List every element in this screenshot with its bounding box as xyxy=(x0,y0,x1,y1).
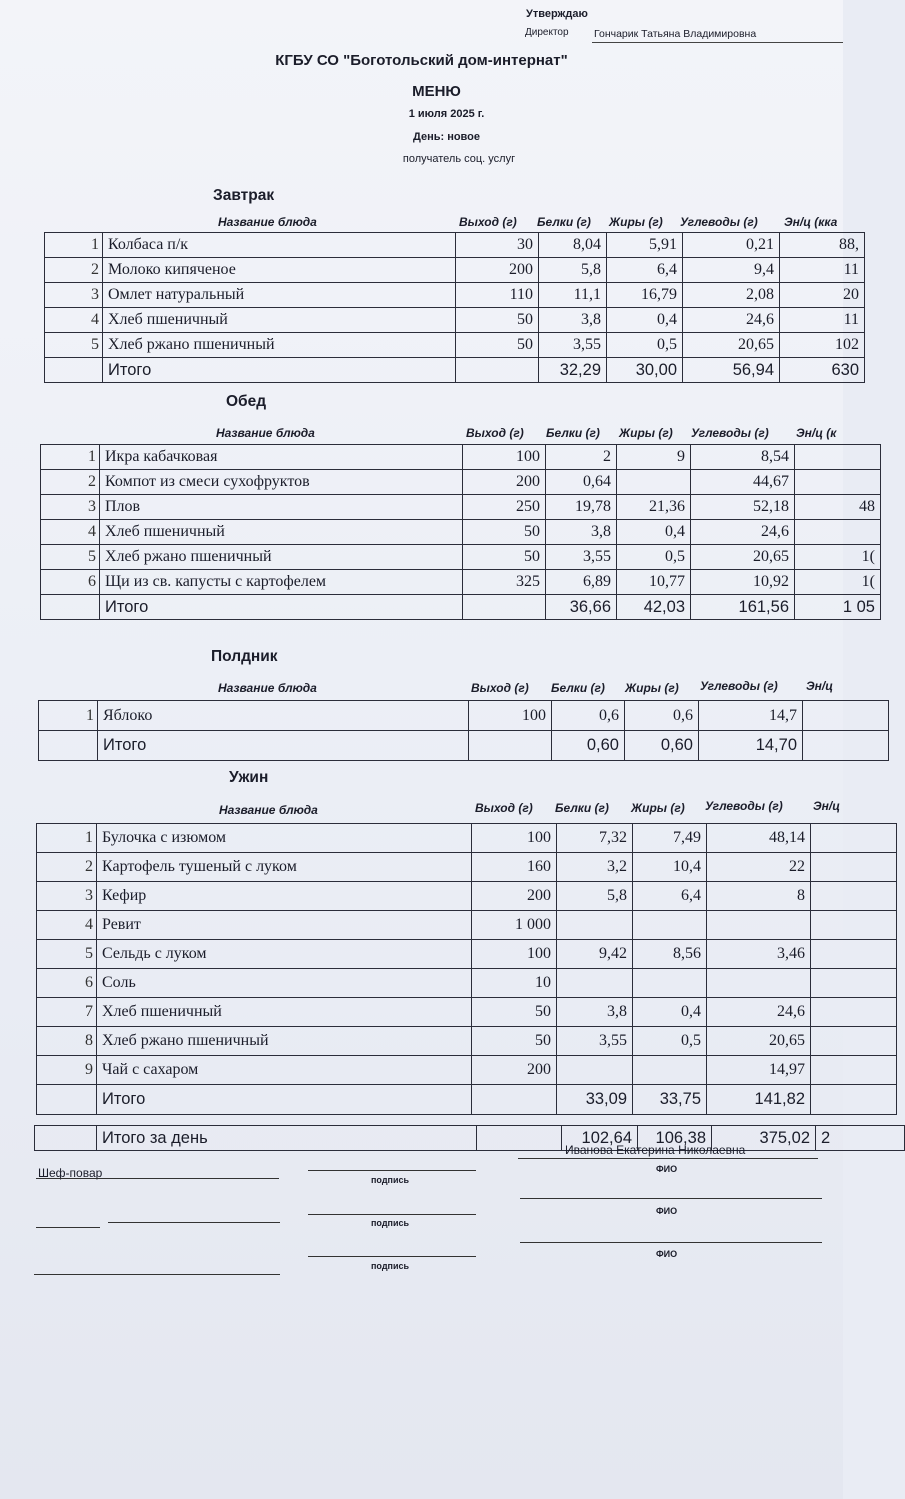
table-cell: 200 xyxy=(472,882,557,911)
table-cell: 1 xyxy=(45,233,103,258)
table-cell: Хлеб пшеничный xyxy=(97,998,472,1027)
table-cell xyxy=(557,1056,633,1085)
table-cell: 2 xyxy=(546,445,617,470)
table-cell: 33,75 xyxy=(633,1085,707,1115)
table-cell: 8,04 xyxy=(539,233,607,258)
table-cell: 2 xyxy=(41,470,100,495)
signature-label: подпись xyxy=(371,1261,410,1271)
table-cell: 3,55 xyxy=(539,333,607,358)
col-yield-header: Выход (г) xyxy=(471,681,529,695)
table-cell: 24,6 xyxy=(691,520,795,545)
page-title: МЕНЮ xyxy=(412,83,461,100)
col-energy-header: Эн/ц (кка xyxy=(784,215,838,229)
day-total-row xyxy=(35,1126,905,1151)
table-row xyxy=(41,570,881,595)
fio-label: ФИО xyxy=(656,1249,678,1259)
table-cell: 4 xyxy=(37,911,97,940)
table-cell: 1 xyxy=(39,701,98,731)
table-cell: 6,4 xyxy=(607,258,683,283)
table-cell xyxy=(795,520,881,545)
table-cell: 4 xyxy=(41,520,100,545)
table-cell xyxy=(811,1085,897,1115)
table-cell: 3,8 xyxy=(546,520,617,545)
table-cell: 102 xyxy=(780,333,865,358)
table-cell: 30 xyxy=(456,233,539,258)
table-cell: 5 xyxy=(45,333,103,358)
table-cell xyxy=(463,595,546,620)
table-cell: 0,4 xyxy=(617,520,691,545)
table-cell: Хлеб пшеничный xyxy=(100,520,463,545)
table-cell xyxy=(35,1126,97,1151)
table-cell: Итого xyxy=(100,595,463,620)
table-cell: 0,64 xyxy=(546,470,617,495)
table-cell: 48,14 xyxy=(707,824,811,853)
table-cell: 8 xyxy=(37,1027,97,1056)
table-cell: 0,5 xyxy=(617,545,691,570)
table-cell: 50 xyxy=(463,520,546,545)
col-carbs-header: Углеводы (г) xyxy=(700,679,778,693)
table-cell: Соль xyxy=(97,969,472,998)
fio-line xyxy=(520,1242,822,1243)
table-cell: 0,5 xyxy=(607,333,683,358)
col-name-header: Название блюда xyxy=(218,681,317,695)
table-cell: 88, xyxy=(780,233,865,258)
table-cell xyxy=(811,824,897,853)
table-cell: 3,2 xyxy=(557,853,633,882)
table-cell: 16,79 xyxy=(607,283,683,308)
col-fat-header: Жиры (г) xyxy=(619,426,673,440)
table-cell: Итого xyxy=(97,1085,472,1115)
table-cell xyxy=(811,882,897,911)
table-cell: 100 xyxy=(472,940,557,969)
snack-table xyxy=(38,700,889,761)
table-cell: 3,55 xyxy=(557,1027,633,1056)
table-cell: 6 xyxy=(37,969,97,998)
chef-name: Иванова Екатерина Николаевна xyxy=(565,1143,746,1157)
table-cell: 8,54 xyxy=(691,445,795,470)
table-cell: 24,6 xyxy=(683,308,780,333)
table-cell: 4 xyxy=(45,308,103,333)
table-cell: 5,8 xyxy=(557,882,633,911)
table-cell: 0,6 xyxy=(625,701,699,731)
total-row xyxy=(39,731,889,761)
table-cell xyxy=(617,470,691,495)
director-name: Гончарик Татьяна Владимировна xyxy=(594,28,757,40)
table-cell: 2 xyxy=(37,853,97,882)
table-cell: 2,08 xyxy=(683,283,780,308)
table-cell: Икра кабачковая xyxy=(100,445,463,470)
table-cell: Ревит xyxy=(97,911,472,940)
total-row xyxy=(45,358,865,383)
signature-line xyxy=(308,1214,476,1215)
table-cell: Хлеб пшеничный xyxy=(103,308,456,333)
table-cell xyxy=(41,595,100,620)
table-cell: 5,91 xyxy=(607,233,683,258)
col-fat-header: Жиры (г) xyxy=(609,215,663,229)
table-cell: 24,6 xyxy=(707,998,811,1027)
col-fat-header: Жиры (г) xyxy=(631,801,685,815)
table-cell: Хлеб ржано пшеничный xyxy=(97,1027,472,1056)
fio-line xyxy=(518,1158,818,1159)
col-energy-header: Эн/ц (к xyxy=(796,426,837,440)
table-cell: 325 xyxy=(463,570,546,595)
col-protein-header: Белки (г) xyxy=(555,801,609,815)
table-cell: 141,82 xyxy=(707,1085,811,1115)
table-cell: Колбаса п/к xyxy=(103,233,456,258)
col-carbs-header: Углеводы (г) xyxy=(705,799,783,813)
table-cell: 0,60 xyxy=(625,731,699,761)
fio-label: ФИО xyxy=(656,1164,678,1174)
table-cell: Итого xyxy=(103,358,456,383)
dinner-title: Ужин xyxy=(229,769,269,786)
table-cell: 1 000 xyxy=(472,911,557,940)
table-cell: 22 xyxy=(707,853,811,882)
table-cell: 100 xyxy=(472,824,557,853)
table-cell: 9 xyxy=(37,1056,97,1085)
table-cell: 0,6 xyxy=(552,701,625,731)
table-row xyxy=(37,853,897,882)
table-cell: 160 xyxy=(472,853,557,882)
breakfast-table xyxy=(44,232,865,383)
table-cell: 52,18 xyxy=(691,495,795,520)
table-cell: 3,8 xyxy=(557,998,633,1027)
table-cell: 11 xyxy=(780,308,865,333)
table-cell: 200 xyxy=(456,258,539,283)
table-cell xyxy=(707,911,811,940)
table-cell: Щи из св. капусты с картофелем xyxy=(100,570,463,595)
table-cell: 5,8 xyxy=(539,258,607,283)
table-cell: 50 xyxy=(472,1027,557,1056)
table-cell: 1 xyxy=(37,824,97,853)
table-cell: 8,56 xyxy=(633,940,707,969)
table-cell: 5 xyxy=(41,545,100,570)
table-cell: 19,78 xyxy=(546,495,617,520)
table-cell: 102,64 xyxy=(562,1126,638,1151)
table-row xyxy=(45,308,865,333)
signature-line xyxy=(308,1256,476,1257)
table-cell: 0,4 xyxy=(633,998,707,1027)
table-row xyxy=(41,470,881,495)
table-row xyxy=(37,940,897,969)
table-cell xyxy=(557,911,633,940)
table-row xyxy=(45,333,865,358)
table-row xyxy=(37,1027,897,1056)
table-cell: 3,46 xyxy=(707,940,811,969)
snack-title: Полдник xyxy=(211,648,278,665)
table-cell: 7 xyxy=(37,998,97,1027)
table-cell: 7,49 xyxy=(633,824,707,853)
table-cell: 2 xyxy=(45,258,103,283)
col-protein-header: Белки (г) xyxy=(551,681,605,695)
table-row xyxy=(37,1056,897,1085)
table-cell: 0,4 xyxy=(607,308,683,333)
table-cell: 50 xyxy=(463,545,546,570)
table-cell: Компот из смеси сухофруктов xyxy=(100,470,463,495)
table-cell xyxy=(795,445,881,470)
fio-line xyxy=(520,1198,822,1199)
table-cell: 2 xyxy=(816,1126,905,1151)
table-cell: 36,66 xyxy=(546,595,617,620)
table-cell xyxy=(557,969,633,998)
table-cell: 3 xyxy=(45,283,103,308)
position-line xyxy=(108,1222,280,1223)
table-cell: 20,65 xyxy=(707,1027,811,1056)
table-cell xyxy=(811,940,897,969)
table-cell: 1( xyxy=(795,570,881,595)
table-cell: 106,38 xyxy=(638,1126,712,1151)
table-cell: 20,65 xyxy=(683,333,780,358)
table-cell xyxy=(633,1056,707,1085)
table-cell xyxy=(803,701,889,731)
table-cell: Чай с сахаром xyxy=(97,1056,472,1085)
table-cell xyxy=(811,969,897,998)
table-row xyxy=(41,495,881,520)
table-cell: 0,60 xyxy=(552,731,625,761)
table-cell: 0,5 xyxy=(633,1027,707,1056)
director-signature-line xyxy=(592,42,843,43)
col-protein-header: Белки (г) xyxy=(537,215,591,229)
table-cell xyxy=(39,731,98,761)
col-yield-header: Выход (г) xyxy=(466,426,524,440)
table-cell: 11,1 xyxy=(539,283,607,308)
table-row xyxy=(45,258,865,283)
table-cell: 200 xyxy=(463,470,546,495)
col-yield-header: Выход (г) xyxy=(459,215,517,229)
table-row xyxy=(39,701,889,731)
table-cell: 8 xyxy=(707,882,811,911)
table-cell xyxy=(707,969,811,998)
table-cell xyxy=(811,853,897,882)
table-cell: 10,77 xyxy=(617,570,691,595)
table-cell: 3,55 xyxy=(546,545,617,570)
table-cell xyxy=(456,358,539,383)
menu-recipient: получатель соц. услуг xyxy=(402,153,516,165)
lunch-title: Обед xyxy=(226,393,267,410)
table-cell: 11 xyxy=(780,258,865,283)
table-cell: 161,56 xyxy=(691,595,795,620)
table-cell xyxy=(633,969,707,998)
table-row xyxy=(37,882,897,911)
table-cell: 7,32 xyxy=(557,824,633,853)
col-carbs-header: Углеводы (г) xyxy=(680,215,758,229)
table-cell: 30,00 xyxy=(607,358,683,383)
table-cell: 20 xyxy=(780,283,865,308)
table-cell: 32,29 xyxy=(539,358,607,383)
table-cell xyxy=(811,998,897,1027)
table-cell: 3 xyxy=(37,882,97,911)
table-row xyxy=(45,283,865,308)
table-cell: Картофель тушеный с луком xyxy=(97,853,472,882)
table-cell: Омлет натуральный xyxy=(103,283,456,308)
col-protein-header: Белки (г) xyxy=(546,426,600,440)
table-cell: 1( xyxy=(795,545,881,570)
table-cell: Плов xyxy=(100,495,463,520)
organization-name: КГБУ СО "Боготольский дом-интернат" xyxy=(275,52,568,69)
table-cell: 250 xyxy=(463,495,546,520)
table-cell: 56,94 xyxy=(683,358,780,383)
table-cell: Булочка с изюмом xyxy=(97,824,472,853)
table-cell: 10,4 xyxy=(633,853,707,882)
table-cell xyxy=(477,1126,562,1151)
lunch-table xyxy=(40,444,881,620)
table-cell: 50 xyxy=(456,333,539,358)
table-cell: 1 xyxy=(41,445,100,470)
table-cell xyxy=(811,1056,897,1085)
table-cell xyxy=(803,731,889,761)
table-cell: Итого за день xyxy=(97,1126,477,1151)
col-energy-header: Эн/ц xyxy=(806,679,833,693)
table-row xyxy=(37,824,897,853)
table-cell: 100 xyxy=(469,701,552,731)
total-row xyxy=(41,595,881,620)
table-cell: Хлеб ржано пшеничный xyxy=(103,333,456,358)
table-cell: 10 xyxy=(472,969,557,998)
fio-label: ФИО xyxy=(656,1206,678,1216)
table-row xyxy=(37,911,897,940)
table-cell: 14,7 xyxy=(699,701,803,731)
col-energy-header: Эн/ц xyxy=(813,799,840,813)
table-cell xyxy=(37,1085,97,1115)
table-cell xyxy=(469,731,552,761)
table-row xyxy=(37,998,897,1027)
position-line xyxy=(36,1227,100,1228)
table-cell: 9 xyxy=(617,445,691,470)
table-cell: 33,09 xyxy=(557,1085,633,1115)
table-row xyxy=(41,520,881,545)
table-cell xyxy=(633,911,707,940)
table-cell: 100 xyxy=(463,445,546,470)
table-row xyxy=(37,969,897,998)
table-cell xyxy=(811,1027,897,1056)
table-row xyxy=(41,545,881,570)
breakfast-title: Завтрак xyxy=(213,187,275,204)
table-cell: 48 xyxy=(795,495,881,520)
col-name-header: Название блюда xyxy=(216,426,315,440)
table-cell: 0,21 xyxy=(683,233,780,258)
table-cell: Кефир xyxy=(97,882,472,911)
table-cell: 14,70 xyxy=(699,731,803,761)
table-cell: 3,8 xyxy=(539,308,607,333)
table-cell: Итого xyxy=(98,731,469,761)
table-cell: 5 xyxy=(37,940,97,969)
signature-label: подпись xyxy=(371,1218,410,1228)
table-cell xyxy=(45,358,103,383)
chef-label: Шеф-повар xyxy=(38,1166,103,1180)
table-cell: 200 xyxy=(472,1056,557,1085)
table-cell: Яблоко xyxy=(98,701,469,731)
table-cell: 6,89 xyxy=(546,570,617,595)
table-cell: 21,36 xyxy=(617,495,691,520)
table-cell: 9,42 xyxy=(557,940,633,969)
director-label: Директор xyxy=(525,27,569,38)
table-cell: 14,97 xyxy=(707,1056,811,1085)
menu-day: День: новое xyxy=(412,131,481,143)
table-cell: 375,02 xyxy=(712,1126,816,1151)
signature-line xyxy=(308,1170,476,1171)
total-row xyxy=(37,1085,897,1115)
table-cell xyxy=(811,911,897,940)
table-cell: 1 05 xyxy=(795,595,881,620)
col-carbs-header: Углеводы (г) xyxy=(691,426,769,440)
table-cell: 50 xyxy=(472,998,557,1027)
table-cell: 10,92 xyxy=(691,570,795,595)
col-fat-header: Жиры (г) xyxy=(625,681,679,695)
table-cell: Хлеб ржано пшеничный xyxy=(100,545,463,570)
table-cell: 110 xyxy=(456,283,539,308)
signature-label: подпись xyxy=(371,1175,410,1185)
table-cell: 44,67 xyxy=(691,470,795,495)
table-cell: 6 xyxy=(41,570,100,595)
table-cell: 50 xyxy=(456,308,539,333)
dinner-table xyxy=(36,823,897,1115)
col-name-header: Название блюда xyxy=(219,803,318,817)
table-row xyxy=(45,233,865,258)
table-cell: Сельдь с луком xyxy=(97,940,472,969)
table-cell: 20,65 xyxy=(691,545,795,570)
col-yield-header: Выход (г) xyxy=(475,801,533,815)
table-cell xyxy=(472,1085,557,1115)
table-cell: 6,4 xyxy=(633,882,707,911)
table-row xyxy=(41,445,881,470)
table-cell: Молоко кипяченое xyxy=(103,258,456,283)
table-cell: 9,4 xyxy=(683,258,780,283)
table-cell: 630 xyxy=(780,358,865,383)
menu-date: 1 июля 2025 г. xyxy=(408,108,485,120)
day-total-table xyxy=(34,1125,905,1151)
position-line xyxy=(34,1274,280,1275)
col-name-header: Название блюда xyxy=(218,215,317,229)
table-cell xyxy=(795,470,881,495)
table-cell: 42,03 xyxy=(617,595,691,620)
chef-line xyxy=(36,1178,279,1179)
table-cell: 3 xyxy=(41,495,100,520)
approve-label: Утверждаю xyxy=(526,8,588,20)
